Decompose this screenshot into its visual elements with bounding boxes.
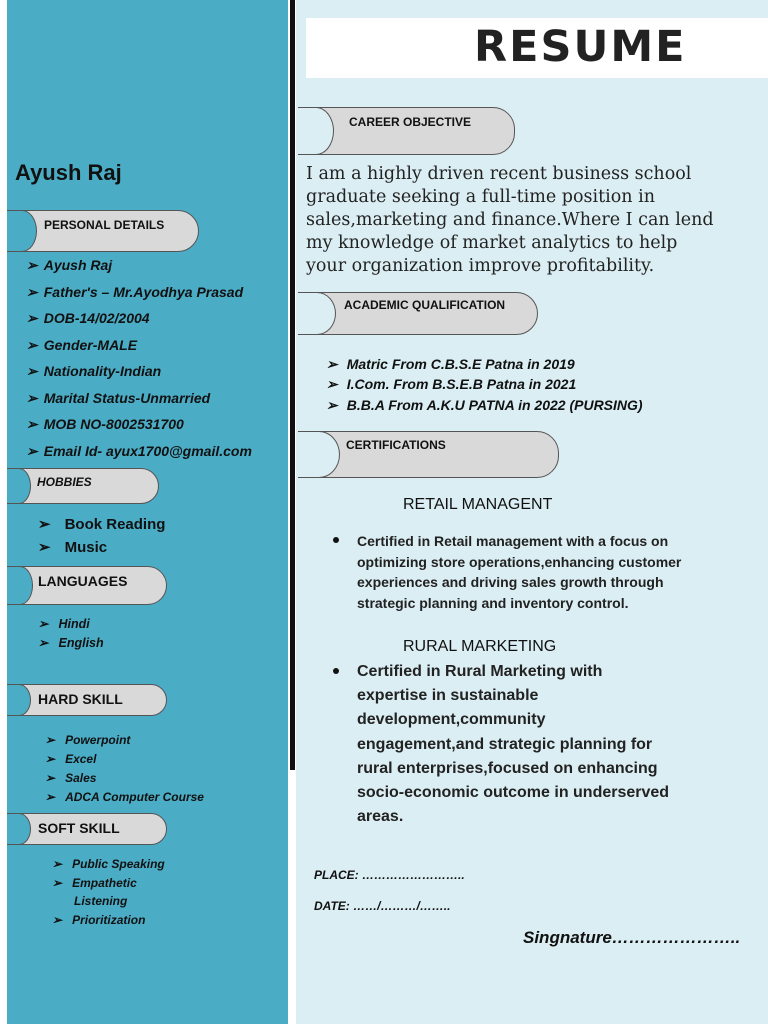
- language-item: ➢ English: [38, 636, 104, 650]
- certifications-header: [298, 431, 559, 478]
- hard-skill-item: ➢ ADCA Computer Course: [45, 790, 204, 804]
- section-label: HARD SKILL: [38, 691, 123, 707]
- arrow-icon: ➢: [26, 416, 38, 432]
- arrow-icon: ➢: [38, 516, 51, 533]
- arrow-icon: ➢: [52, 913, 63, 927]
- arrow-icon: ➢: [26, 310, 38, 326]
- arrow-icon: ➢: [45, 752, 56, 766]
- arrow-icon: ➢: [45, 771, 56, 785]
- arrow-icon: ➢: [26, 390, 38, 406]
- rural-cert-description: Certified in Rural Marketing with expertise in sustainable development,community engagement,and strategic planning for rural enterprises,focused on enhancing socio-economic outcome in underserved areas.: [357, 663, 670, 826]
- bullet-icon: [333, 537, 339, 543]
- section-label: ACADEMIC QUALIFICATION: [344, 298, 506, 312]
- personal-item: ➢ DOB-14/02/2004: [26, 310, 150, 326]
- career-objective-text: I am a highly driven recent business school graduate seeking a full-time position in sales,marketing and finance.Where I can lend my knowledge of market analytics to help your organization improve profitability.: [306, 164, 714, 276]
- arrow-icon: ➢: [326, 376, 338, 392]
- arrow-icon: ➢: [38, 539, 51, 556]
- person-name: Ayush Raj: [15, 160, 122, 185]
- soft-skill-item: ➢ Empathetic: [52, 876, 137, 890]
- header-notch: [7, 813, 31, 845]
- arrow-icon: ➢: [26, 337, 38, 353]
- arrow-icon: ➢: [326, 356, 338, 372]
- header-notch: [7, 566, 33, 605]
- language-item: ➢ Hindi: [38, 617, 90, 631]
- academic-item: ➢ I.Com. From B.S.E.B Patna in 2021: [326, 376, 577, 392]
- header-notch: [298, 107, 334, 155]
- personal-item: ➢ Father's – Mr.Ayodhya Prasad: [26, 284, 244, 300]
- page-title: RESUME: [474, 22, 687, 72]
- academic-item: ➢ B.B.A From A.K.U PATNA in 2022 (PURSING): [326, 397, 643, 413]
- header-notch: [7, 684, 31, 716]
- section-label: PERSONAL DETAILS: [44, 218, 165, 232]
- arrow-icon: ➢: [38, 636, 49, 650]
- career-objective-header: [298, 107, 515, 155]
- hobby-item: ➢ Music: [38, 539, 108, 556]
- arrow-icon: ➢: [26, 363, 38, 379]
- personal-item: ➢ MOB NO-8002531700: [26, 416, 184, 432]
- soft-skill-item: ➢ Public Speaking: [52, 857, 165, 871]
- personal-item: ➢ Email Id- ayux1700@gmail.com: [26, 443, 252, 459]
- arrow-icon: ➢: [326, 397, 338, 413]
- signature-field: Singnature…………………..: [523, 928, 741, 947]
- hard-skill-item: ➢ Powerpoint: [45, 733, 131, 747]
- soft-skill-header: [7, 813, 167, 845]
- hard-skill-item: ➢ Excel: [45, 752, 97, 766]
- arrow-icon: ➢: [26, 284, 38, 300]
- academic-header: [298, 292, 538, 335]
- arrow-icon: ➢: [26, 443, 38, 459]
- hobby-item: ➢ Book Reading: [38, 516, 166, 533]
- soft-skill-item: ➢ Prioritization: [52, 913, 146, 927]
- soft-skill-item-continued: Listening: [74, 894, 128, 908]
- section-label: CERTIFICATIONS: [346, 438, 446, 452]
- header-notch: [298, 431, 340, 478]
- column-divider: [290, 0, 295, 770]
- retail-cert-title: RETAIL MANAGENT: [403, 496, 553, 513]
- header-notch: [7, 468, 31, 504]
- header-notch: [7, 210, 37, 252]
- header-notch: [298, 292, 336, 335]
- academic-item: ➢ Matric From C.B.S.E Patna in 2019: [326, 356, 575, 372]
- hard-skill-header: [7, 684, 167, 716]
- personal-item: ➢ Gender-MALE: [26, 337, 138, 353]
- personal-details-header: [7, 210, 199, 252]
- section-label: CAREER OBJECTIVE: [349, 115, 472, 129]
- personal-item: ➢ Ayush Raj: [26, 257, 113, 273]
- retail-cert-description: Certified in Retail management with a focus on optimizing store operations,enhancing customer experiences and driving sales growth through strategic planning and inventory control.: [357, 533, 682, 611]
- arrow-icon: ➢: [26, 257, 38, 273]
- personal-item: ➢ Nationality-Indian: [26, 363, 162, 379]
- arrow-icon: ➢: [52, 857, 63, 871]
- hobbies-header: [7, 468, 159, 504]
- personal-item: ➢ Marital Status-Unmarried: [26, 390, 211, 406]
- hard-skill-item: ➢ Sales: [45, 771, 97, 785]
- rural-cert-title: RURAL MARKETING: [403, 638, 557, 655]
- section-label: HOBBIES: [37, 475, 92, 489]
- arrow-icon: ➢: [52, 876, 63, 890]
- section-label: SOFT SKILL: [38, 820, 120, 836]
- bullet-icon: [333, 668, 339, 674]
- arrow-icon: ➢: [38, 617, 49, 631]
- arrow-icon: ➢: [45, 790, 56, 804]
- date-field: DATE: ……/………/……..: [314, 899, 451, 913]
- languages-header: [7, 566, 167, 605]
- arrow-icon: ➢: [45, 733, 56, 747]
- section-label: LANGUAGES: [38, 573, 128, 589]
- place-field: PLACE: ……………………..: [314, 868, 465, 882]
